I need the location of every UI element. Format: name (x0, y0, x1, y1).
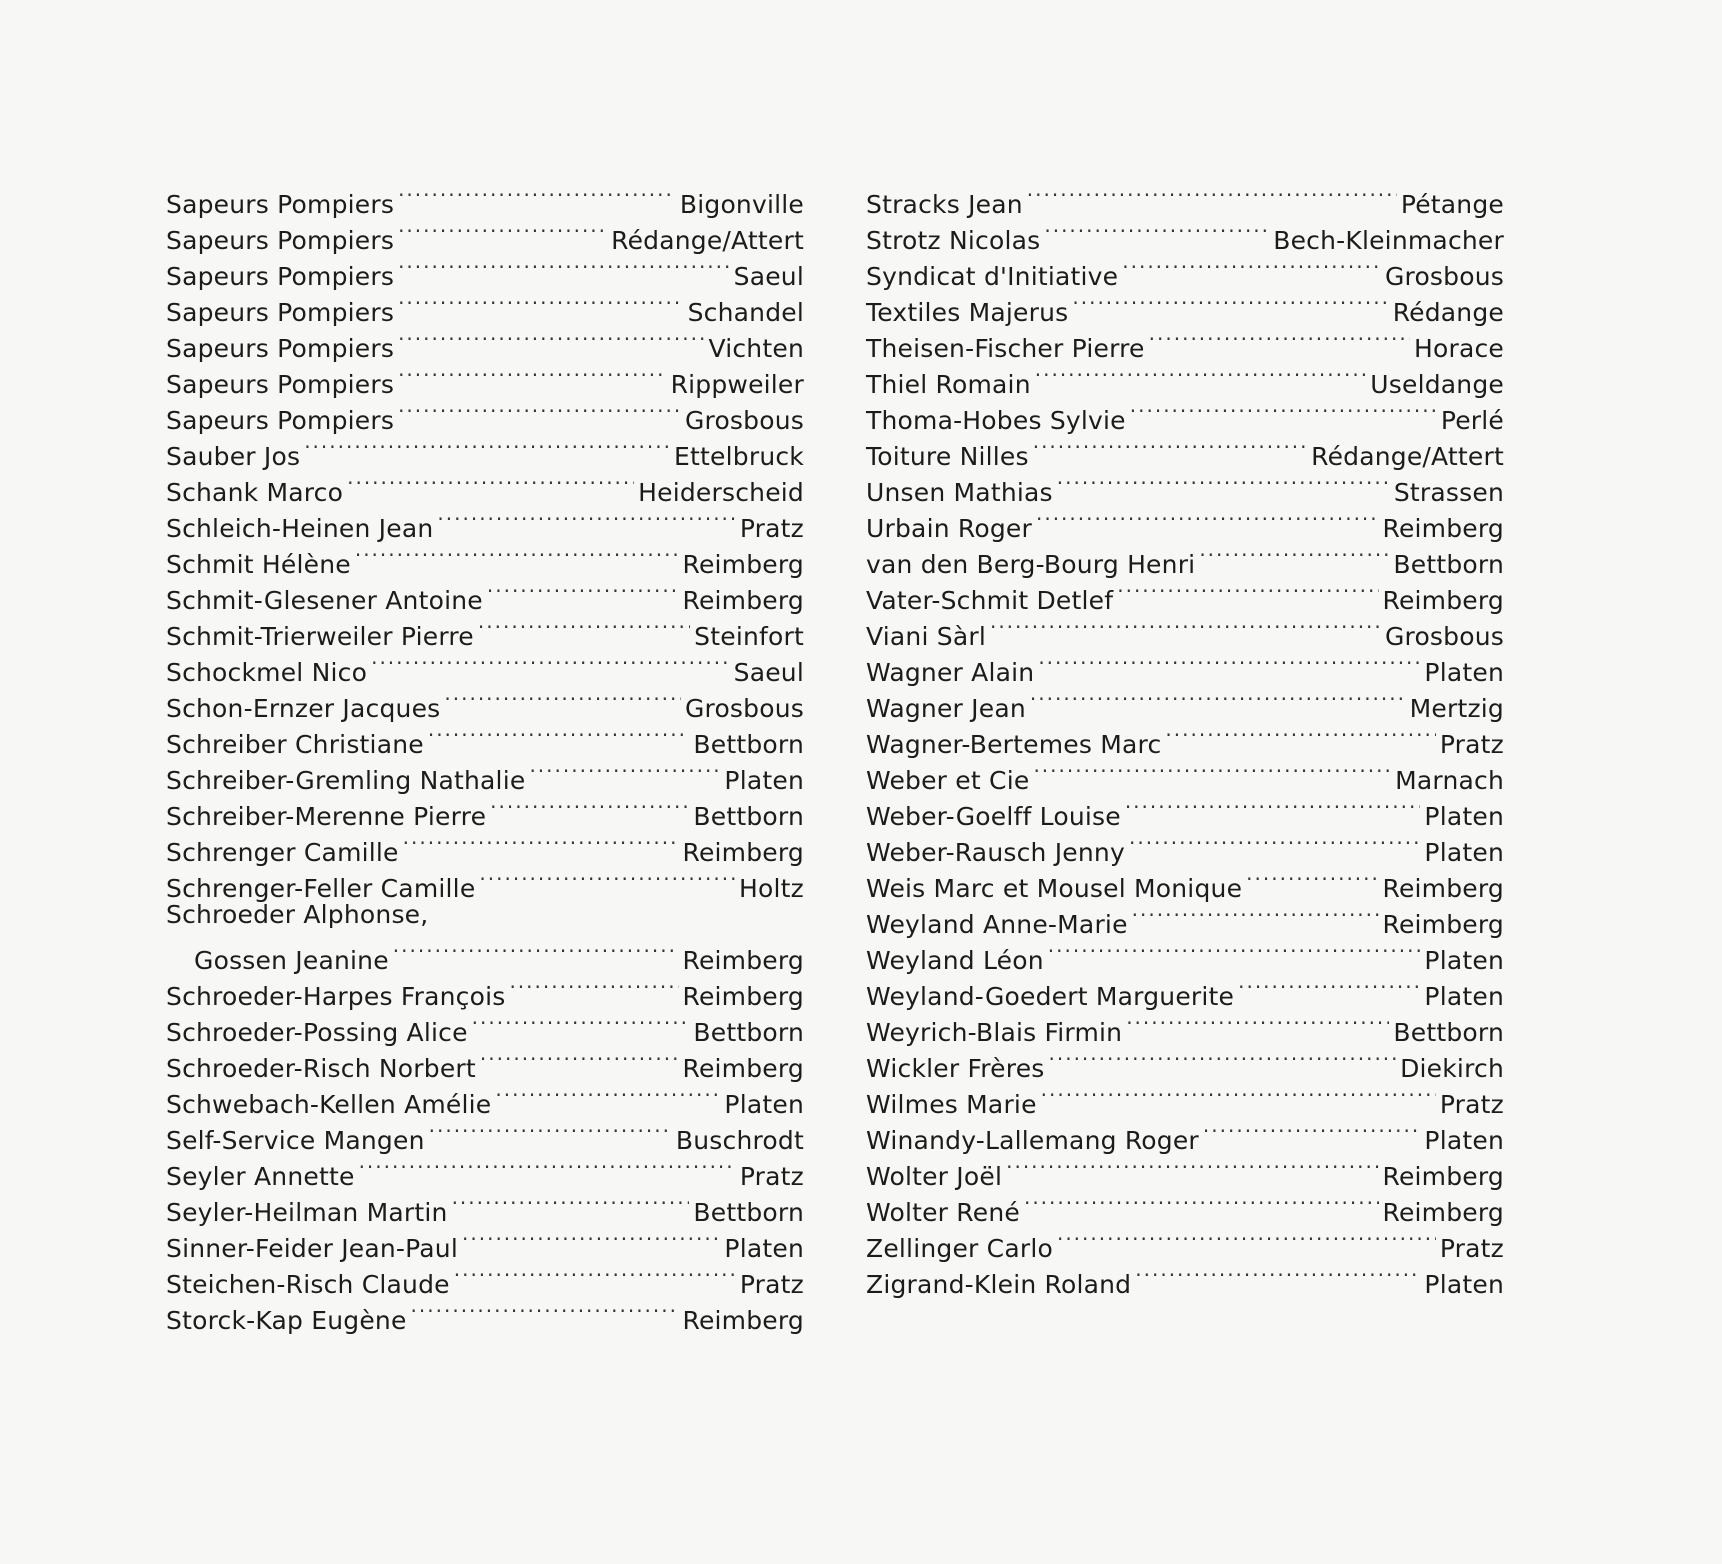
entry-place: Perlé (1440, 406, 1504, 435)
entry-place: Platen (724, 766, 804, 795)
entry-name: van den Berg-Bourg Henri (866, 550, 1196, 579)
dot-leader (371, 645, 730, 681)
entry-place: Strassen (1393, 478, 1504, 507)
entry-name: Strotz Nicolas (866, 226, 1041, 255)
entry-name: Thoma-Hobes Sylvie (866, 406, 1126, 435)
entry-place: Rédange (1392, 298, 1504, 327)
dot-leader (1024, 1185, 1379, 1221)
entry-place: Reimberg (682, 550, 804, 579)
entry-name: Schroeder-Harpes François (166, 982, 506, 1011)
entry-place: Mertzig (1409, 694, 1504, 723)
entry-place: Bettborn (1393, 550, 1504, 579)
entry-name: Sapeurs Pompiers (166, 298, 395, 327)
dot-leader (304, 429, 670, 465)
dot-leader (480, 1041, 679, 1077)
entry-name: Wagner Jean (866, 694, 1026, 723)
entry-name: Sapeurs Pompiers (166, 334, 395, 363)
dot-leader (1048, 933, 1421, 969)
right-column (866, 177, 1504, 1299)
entry-place: Schandel (687, 298, 804, 327)
dot-leader (411, 1293, 679, 1329)
dot-leader (355, 537, 679, 573)
dot-leader (1149, 321, 1410, 357)
entry-place: Rédange/Attert (611, 226, 804, 255)
dot-leader (437, 501, 735, 537)
dot-leader (472, 1005, 690, 1041)
dot-leader (462, 1221, 720, 1257)
entry-place: Reimberg (1382, 514, 1504, 543)
entry-name: Vater-Schmit Detlef (866, 586, 1114, 615)
dot-leader (444, 681, 681, 717)
entry-name: Schwebach-Kellen Amélie (166, 1090, 492, 1119)
entry-name: Zigrand-Klein Roland (866, 1270, 1132, 1299)
dot-leader (429, 1113, 672, 1149)
entry-name: Syndicat d'Initiative (866, 262, 1119, 291)
entry-place: Saeul (733, 262, 804, 291)
entry-name: Stracks Jean (866, 190, 1023, 219)
entry-name: Sapeurs Pompiers (166, 226, 395, 255)
entry-name: Theisen-Fischer Pierre (866, 334, 1145, 363)
entry-place: Platen (1424, 946, 1504, 975)
entry-place: Reimberg (682, 838, 804, 867)
entry-name: Sinner-Feider Jean-Paul (166, 1234, 459, 1263)
entry-name: Urbain Roger (866, 514, 1032, 543)
entry-name: Weber-Goelff Louise (866, 802, 1121, 831)
entry-name: Schmit Hélène (166, 550, 351, 579)
entry-name: Toiture Nilles (866, 442, 1029, 471)
entry-name: Schank Marco (166, 478, 344, 507)
entry-name: Seyler-Heilman Martin (166, 1198, 448, 1227)
dot-leader (398, 177, 676, 213)
dot-leader (1057, 465, 1390, 501)
entry-place: Pratz (1439, 1090, 1504, 1119)
dot-leader (1006, 1149, 1378, 1185)
entry-place: Horace (1413, 334, 1504, 363)
entry-place: Rippweiler (670, 370, 804, 399)
entry-name: Winandy-Lallemang Roger (866, 1126, 1199, 1155)
dot-leader (1117, 573, 1378, 609)
entry-place: Steinfort (694, 622, 804, 651)
entry-name: Steichen-Risch Claude (166, 1270, 450, 1299)
entry-place: Platen (1424, 838, 1504, 867)
entry-name: Schroeder-Risch Norbert (166, 1054, 476, 1083)
entry-place: Heiderscheid (638, 478, 804, 507)
entry-name: Gossen Jeanine (194, 946, 389, 975)
entry-name: Schroeder-Possing Alice (166, 1018, 468, 1047)
entry-place: Bettborn (693, 802, 804, 831)
entry-name: Seyler Annette (166, 1162, 355, 1191)
entry-name: Schreiber Christiane (166, 730, 424, 759)
entry-place: Platen (1424, 1270, 1504, 1299)
dot-leader (495, 1077, 720, 1113)
entry-name: Viani Sàrl (866, 622, 986, 651)
entry-place: Platen (1424, 658, 1504, 687)
dot-leader (529, 753, 720, 789)
dot-leader (398, 321, 704, 357)
entry-place: Pratz (739, 1162, 804, 1191)
entry-place: Bigonville (679, 190, 804, 219)
entry-place: Pratz (1439, 1234, 1504, 1263)
dot-leader (490, 789, 689, 825)
dot-leader (1238, 969, 1420, 1005)
entry-place: Reimberg (682, 1054, 804, 1083)
dot-leader (398, 249, 730, 285)
dot-leader (487, 573, 679, 609)
entry-place: Reimberg (1382, 586, 1504, 615)
dot-leader (1035, 357, 1367, 393)
entry-place: Grosbous (1384, 262, 1504, 291)
entry-place: Platen (1424, 982, 1504, 1011)
list-item (166, 897, 804, 933)
entry-name: Thiel Romain (866, 370, 1031, 399)
dot-leader (1125, 789, 1421, 825)
entry-place: Grosbous (1384, 622, 1504, 651)
entry-place: Diekirch (1400, 1054, 1504, 1083)
entry-name: Weyland Léon (866, 946, 1044, 975)
entry-place: Saeul (733, 658, 804, 687)
entry-name: Wagner-Bertemes Marc (866, 730, 1162, 759)
dot-leader (1122, 249, 1381, 285)
entry-place: Reimberg (682, 586, 804, 615)
dot-leader (393, 933, 679, 969)
dot-leader (1203, 1113, 1421, 1149)
entry-name: Wilmes Marie (866, 1090, 1037, 1119)
entry-place: Holtz (739, 874, 804, 903)
entry-place: Buschrodt (675, 1126, 804, 1155)
dot-leader (1033, 429, 1307, 465)
entry-place: Pratz (739, 514, 804, 543)
dot-leader (479, 861, 735, 897)
entry-name: Weber et Cie (866, 766, 1030, 795)
dot-leader (452, 1185, 690, 1221)
dot-leader (1036, 501, 1379, 537)
dot-leader (1038, 645, 1420, 681)
entry-name: Self-Service Mangen (166, 1126, 425, 1155)
entry-name: Wolter René (866, 1198, 1020, 1227)
entry-place: Marnach (1395, 766, 1504, 795)
entry-name: Textiles Majerus (866, 298, 1069, 327)
dot-leader (990, 609, 1381, 645)
entry-place: Platen (724, 1090, 804, 1119)
entry-place: Vichten (708, 334, 804, 363)
entry-name: Sapeurs Pompiers (166, 190, 395, 219)
entry-name: Weyrich-Blais Firmin (866, 1018, 1123, 1047)
entry-name: Weyland Anne-Marie (866, 910, 1128, 939)
entry-name: Schleich-Heinen Jean (166, 514, 434, 543)
entry-place: Useldange (1370, 370, 1504, 399)
dot-leader (1041, 1077, 1436, 1113)
dot-leader (1044, 213, 1269, 249)
dot-leader (398, 213, 607, 249)
entry-name: Schreiber-Merenne Pierre (166, 802, 487, 831)
entry-place: Reimberg (682, 946, 804, 975)
entry-name: Weber-Rausch Jenny (866, 838, 1125, 867)
dot-leader (347, 465, 634, 501)
entry-name: Schroeder Alphonse, (166, 900, 429, 929)
entry-name: Sapeurs Pompiers (166, 262, 395, 291)
dot-leader (1246, 861, 1378, 897)
dot-leader (509, 969, 678, 1005)
entry-name: Unsen Mathias (866, 478, 1053, 507)
dot-leader (359, 1149, 736, 1185)
dot-leader (1199, 537, 1389, 573)
entry-place: Reimberg (1382, 874, 1504, 903)
entry-name: Sapeurs Pompiers (166, 370, 395, 399)
entry-name: Schockmel Nico (166, 658, 368, 687)
list-item (866, 177, 1504, 219)
entry-name: Schrenger Camille (166, 838, 399, 867)
entry-name: Weis Marc et Mousel Monique (866, 874, 1243, 903)
list-item (166, 933, 804, 975)
dot-leader (398, 357, 666, 393)
dot-leader (428, 717, 690, 753)
entry-name: Schmit-Glesener Antoine (166, 586, 483, 615)
entry-place: Platen (1424, 1126, 1504, 1155)
entry-place: Reimberg (1382, 1198, 1504, 1227)
entry-place: Bettborn (693, 1018, 804, 1047)
dot-leader (1126, 1005, 1389, 1041)
dot-leader (1072, 285, 1388, 321)
dot-leader (1132, 897, 1379, 933)
entry-place: Pétange (1400, 190, 1504, 219)
entry-name: Wagner Alain (866, 658, 1035, 687)
entry-place: Reimberg (1382, 1162, 1504, 1191)
entry-place: Ettelbruck (674, 442, 804, 471)
entry-place: Bech-Kleinmacher (1273, 226, 1504, 255)
entry-name: Wickler Frères (866, 1054, 1045, 1083)
entry-place: Bettborn (693, 1198, 804, 1227)
dot-leader (398, 285, 684, 321)
entry-name: Schreiber-Gremling Nathalie (166, 766, 526, 795)
entry-place: Bettborn (1393, 1018, 1504, 1047)
entry-place: Pratz (739, 1270, 804, 1299)
entry-place: Rédange/Attert (1311, 442, 1504, 471)
entry-place: Reimberg (682, 1306, 804, 1335)
entry-name: Wolter Joël (866, 1162, 1003, 1191)
entry-place: Grosbous (684, 406, 804, 435)
left-column (166, 177, 804, 1335)
entry-place: Pratz (1439, 730, 1504, 759)
dot-leader (1027, 177, 1397, 213)
dot-leader (403, 825, 679, 861)
dot-leader (1033, 753, 1391, 789)
entry-name: Sauber Jos (166, 442, 301, 471)
dot-leader (1049, 1041, 1397, 1077)
entry-name: Storck-Kap Eugène (166, 1306, 407, 1335)
dot-leader (1130, 393, 1437, 429)
entry-place: Platen (724, 1234, 804, 1263)
dot-leader (478, 609, 690, 645)
dot-leader (1135, 1257, 1420, 1293)
entry-name: Weyland-Goedert Marguerite (866, 982, 1235, 1011)
entry-place: Grosbous (684, 694, 804, 723)
entry-name: Schmit-Trierweiler Pierre (166, 622, 474, 651)
entry-place: Reimberg (682, 982, 804, 1011)
list-item (166, 177, 804, 219)
entry-place: Reimberg (1382, 910, 1504, 939)
dot-leader (1057, 1221, 1436, 1257)
entry-name: Schrenger-Feller Camille (166, 874, 476, 903)
entry-place: Platen (1424, 802, 1504, 831)
dot-leader (1030, 681, 1406, 717)
dot-leader (1129, 825, 1420, 861)
entry-name: Schon-Ernzer Jacques (166, 694, 441, 723)
entry-name: Zellinger Carlo (866, 1234, 1053, 1263)
entry-place: Bettborn (693, 730, 804, 759)
entry-name: Sapeurs Pompiers (166, 406, 395, 435)
dot-leader (1165, 717, 1435, 753)
dot-leader (454, 1257, 736, 1293)
dot-leader (398, 393, 681, 429)
